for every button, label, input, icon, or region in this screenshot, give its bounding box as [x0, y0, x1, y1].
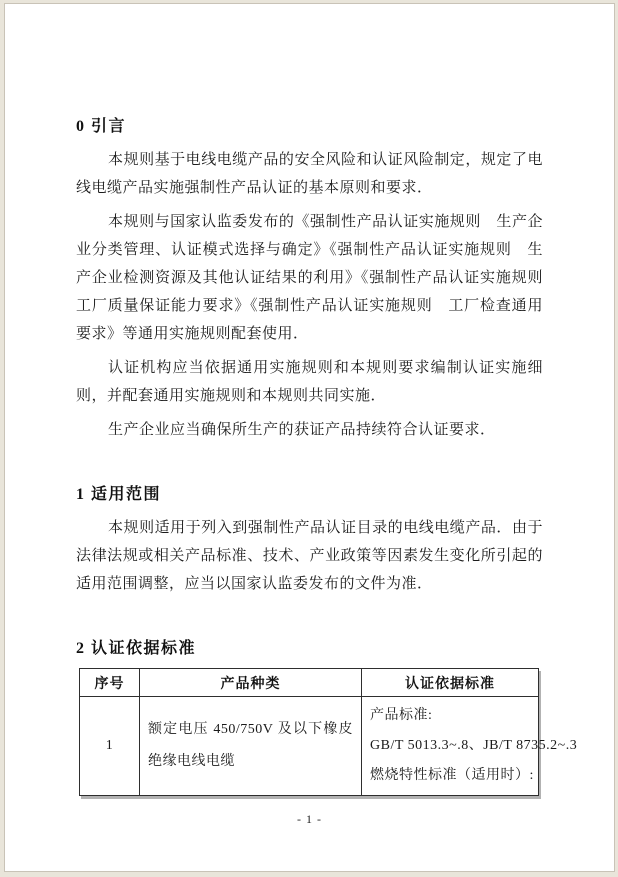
section-heading-scope: 1 适用范围 [76, 486, 162, 503]
section-heading-standards: 2 认证依据标准 [76, 640, 197, 657]
cell-standards [362, 697, 578, 796]
document-content [5, 4, 614, 827]
paragraph: 认证机构应当依据通用实施规则和本规则要求编制认证实施细则，并配套通用实施规则和本规则共同实施． [76, 360, 543, 404]
section-certification-standards [76, 638, 578, 796]
standard-line: GB/T 5013.3~.8、JB/T 8735.2~.3 [370, 738, 578, 753]
table-header-standard: 认证依据标准 [362, 669, 539, 697]
table-header-category: 产品种类 [140, 669, 362, 697]
document-page [4, 3, 615, 872]
table-row [80, 697, 539, 796]
paragraph: 本规则适用于列入到强制性产品认证目录的电线电缆产品．由于法律法规或相关产品标准、技术、产业政策等因素发生变化所引起的适用范围调整，应当以国家认监委发布的文件为准． [76, 520, 543, 592]
paragraph: 生产企业应当确保所生产的获证产品持续符合认证要求． [108, 422, 496, 438]
paragraph: 本规则与国家认监委发布的《强制性产品认证实施规则 生产企业分类管理、认证模式选择与确定》《强制性产品认证实施规则 生产企业检测资源及其他认证结果的利用》《强制性产品认证实施规则 工厂质量保证能力要求》《强制性产品认证实施规则 工厂检查通用要求》等通用实施规则配套使用． [76, 214, 559, 342]
cell-product-category: 额定电压 450/750V 及以下橡皮绝缘电线电缆 [140, 697, 362, 796]
section-introduction [76, 116, 559, 444]
standards-table [79, 668, 578, 796]
page-number: - 1 - [297, 812, 322, 826]
paragraph: 本规则基于电线电缆产品的安全风险和认证风险制定，规定了电线电缆产品实施强制性产品认证的基本原则和要求． [76, 152, 543, 196]
table-header-seq: 序号 [80, 669, 140, 697]
table-header-row [80, 669, 539, 697]
standard-line: 产品标准: [370, 708, 433, 723]
section-heading-introduction: 0 引言 [76, 118, 127, 135]
cell-seq: 1 [80, 697, 140, 796]
section-scope [76, 484, 543, 598]
standard-line: 燃烧特性标准（适用时）: [370, 768, 534, 783]
